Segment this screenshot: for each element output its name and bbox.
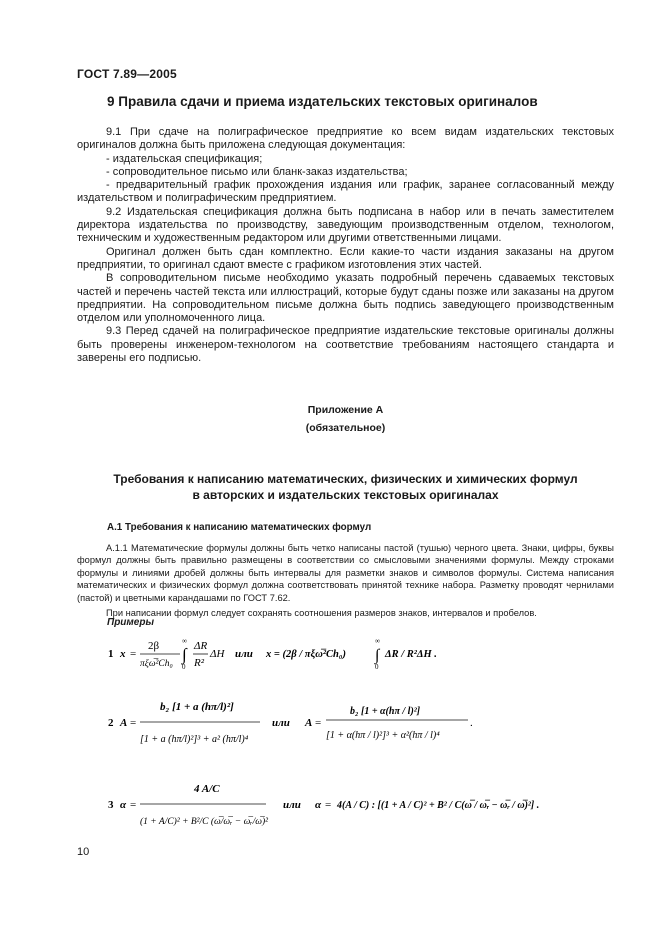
list-item: - издательская спецификация; [106,152,263,165]
formula-2-drawing [100,684,480,764]
svg-text:4(A / C) : [(1 + A / C)² + B²: 4(A / C) : [(1 + A / C)² + B² / C(ω̅ / ω̅ᵣ − ω̅ᵣ / ω̅)²] . [337,800,540,811]
svg-text:=: = [130,799,137,811]
svg-text:A: A [305,717,313,729]
formula-3-drawing [100,778,590,838]
formula-2 [100,684,480,767]
svg-text:[1 + α(hπ / l)²]³ + α²(hπ / l): [1 + α(hπ / l)²]³ + α²(hπ / l)⁴ [326,730,440,741]
svg-text:2: 2 [108,717,114,729]
svg-text:(1 + A/C)² + B²/C (ω̅/ω̅ᵣ − ω̅: (1 + A/C)² + B²/C (ω̅/ω̅ᵣ − ω̅ᵣ/ω̅)² [140,817,268,827]
svg-text:3: 3 [108,799,114,811]
svg-text:=: = [315,717,322,729]
appendix-status: (обязательное) [305,422,386,434]
section-9-body [77,126,614,365]
formula-1-drawing [100,636,440,676]
list-item: - предварительный график прохождения издания или график, заранее согласованный между издательством и полиграфическим предприятием. [77,179,614,205]
list-item: - сопроводительное письмо или бланк-заказ издательства; [106,165,408,178]
page-number: 10 [77,846,90,858]
appendix-title-line-1: Требования к написанию математических, физических и химических формул [113,472,578,486]
svg-text:=: = [130,717,137,729]
a11-body [77,542,614,619]
appendix-label: Приложение А [307,404,384,416]
connector-or: или [235,648,253,660]
paragraph-9-3: 9.3 Перед сдачей на полиграфическое предприятие издательские текстовые оригиналы должны быть проверены инженером-технологом на соответствие требованиям настоящего стандарта и заверены его подписью. [77,325,614,365]
paragraph-a-1-1: А.1.1 Математические формулы должны быть четко написаны пастой (тушью) черного цвета. Знаки, цифры, буквы формул должны быть правильно размещены в соответствии со смысловыми значениями формулы. Между строками формулы и линиями дробей должны быть интервалы для разметки знаков и символов формулы. Система написания математических и физических формул должна соответствовать принятой технике набора. Разметку проводят чернилами (пастой) и цветными карандашами по ГОСТ 7.62. [77,543,614,603]
svg-text:=: = [130,648,137,660]
svg-text:α: α [120,799,127,811]
paragraph-original: Оригинал должен быть сдан комплектно. Если какие-то части издания заказаны на другом предприятии, то оригинал сдают вместе с графиком изготовления этих частей. [77,245,614,271]
appendix-title-line-2: в авторских и издательских текстовых оригиналах [192,488,499,502]
appendix-label-block [77,403,614,435]
paragraph-cover-letter: В сопроводительном письме необходимо указать подробный перечень сдаваемых текстовых частей и перечень частей текста или иллюстраций, которые будут сданы позже или заказаны на другом предприятии. На сопроводительном письме должна быть подпись заведующего производственным отделом или уполномоченного лица. [77,272,614,325]
svg-text:[1 + a (hπ/l)²]³ + a² (hπ/l)⁴: [1 + a (hπ/l)²]³ + a² (hπ/l)⁴ [140,734,249,745]
appendix-title [77,471,614,503]
svg-text:ΔR: ΔR [194,640,208,652]
svg-text:ΔH: ΔH [210,648,225,660]
paragraph-9-1: 9.1 При сдаче на полиграфическое предприятие ко всем видам издательских текстовых оригиналов должна быть приложена следующая документация: [77,126,614,152]
svg-text:b₂ [1 + α(hπ / l)²]: b₂ [1 + α(hπ / l)²] [350,706,421,717]
svg-text:x: x [120,648,126,660]
document-code-header: ГОСТ 7.89—2005 [77,67,177,81]
svg-text:∞: ∞ [375,637,380,645]
svg-text:=: = [325,799,332,811]
examples-label: Примеры [107,617,155,628]
svg-text:1: 1 [108,648,114,660]
svg-text:α: α [315,799,322,811]
svg-text:∫: ∫ [182,645,187,664]
svg-text:A: A [120,717,128,729]
svg-text:0: 0 [375,663,379,671]
svg-text:4 A/C: 4 A/C [194,783,220,795]
svg-text:0: 0 [182,663,186,671]
connector-or: или [272,717,290,729]
formula-3 [100,778,590,841]
a1-heading: А.1 Требования к написанию математических формул [107,522,372,533]
svg-text:∞: ∞ [182,637,187,645]
svg-text:ΔR / R²ΔH .: ΔR / R²ΔH . [385,649,437,660]
section-9-title: 9 Правила сдачи и приема издательских текстовых оригиналов [107,94,538,109]
svg-text:2β: 2β [148,640,160,652]
svg-text:b₂ [1 + a (hπ/l)²]: b₂ [1 + a (hπ/l)²] [160,701,234,713]
svg-text:.: . [470,717,473,729]
paragraph-9-2: 9.2 Издательская спецификация должна быть подписана в набор или в печать заместителем директора издательства по производству, заведующим производственным отделом, технологом, техническим и художественным редактором или другими ответственными лицами. [77,205,614,245]
svg-text:πξω̅²Ch₀: πξω̅²Ch₀ [140,659,173,669]
paragraph-ratio: При написании формул следует сохранять соотношения размеров знаков, интервалов и пробелов. [106,608,537,619]
svg-text:R²: R² [194,657,205,669]
connector-or: или [283,799,301,811]
svg-text:x = (2β / πξω̅²Ch₀): x = (2β / πξω̅²Ch₀) [266,649,346,660]
formula-1 [100,636,440,679]
svg-text:∫: ∫ [375,647,380,664]
